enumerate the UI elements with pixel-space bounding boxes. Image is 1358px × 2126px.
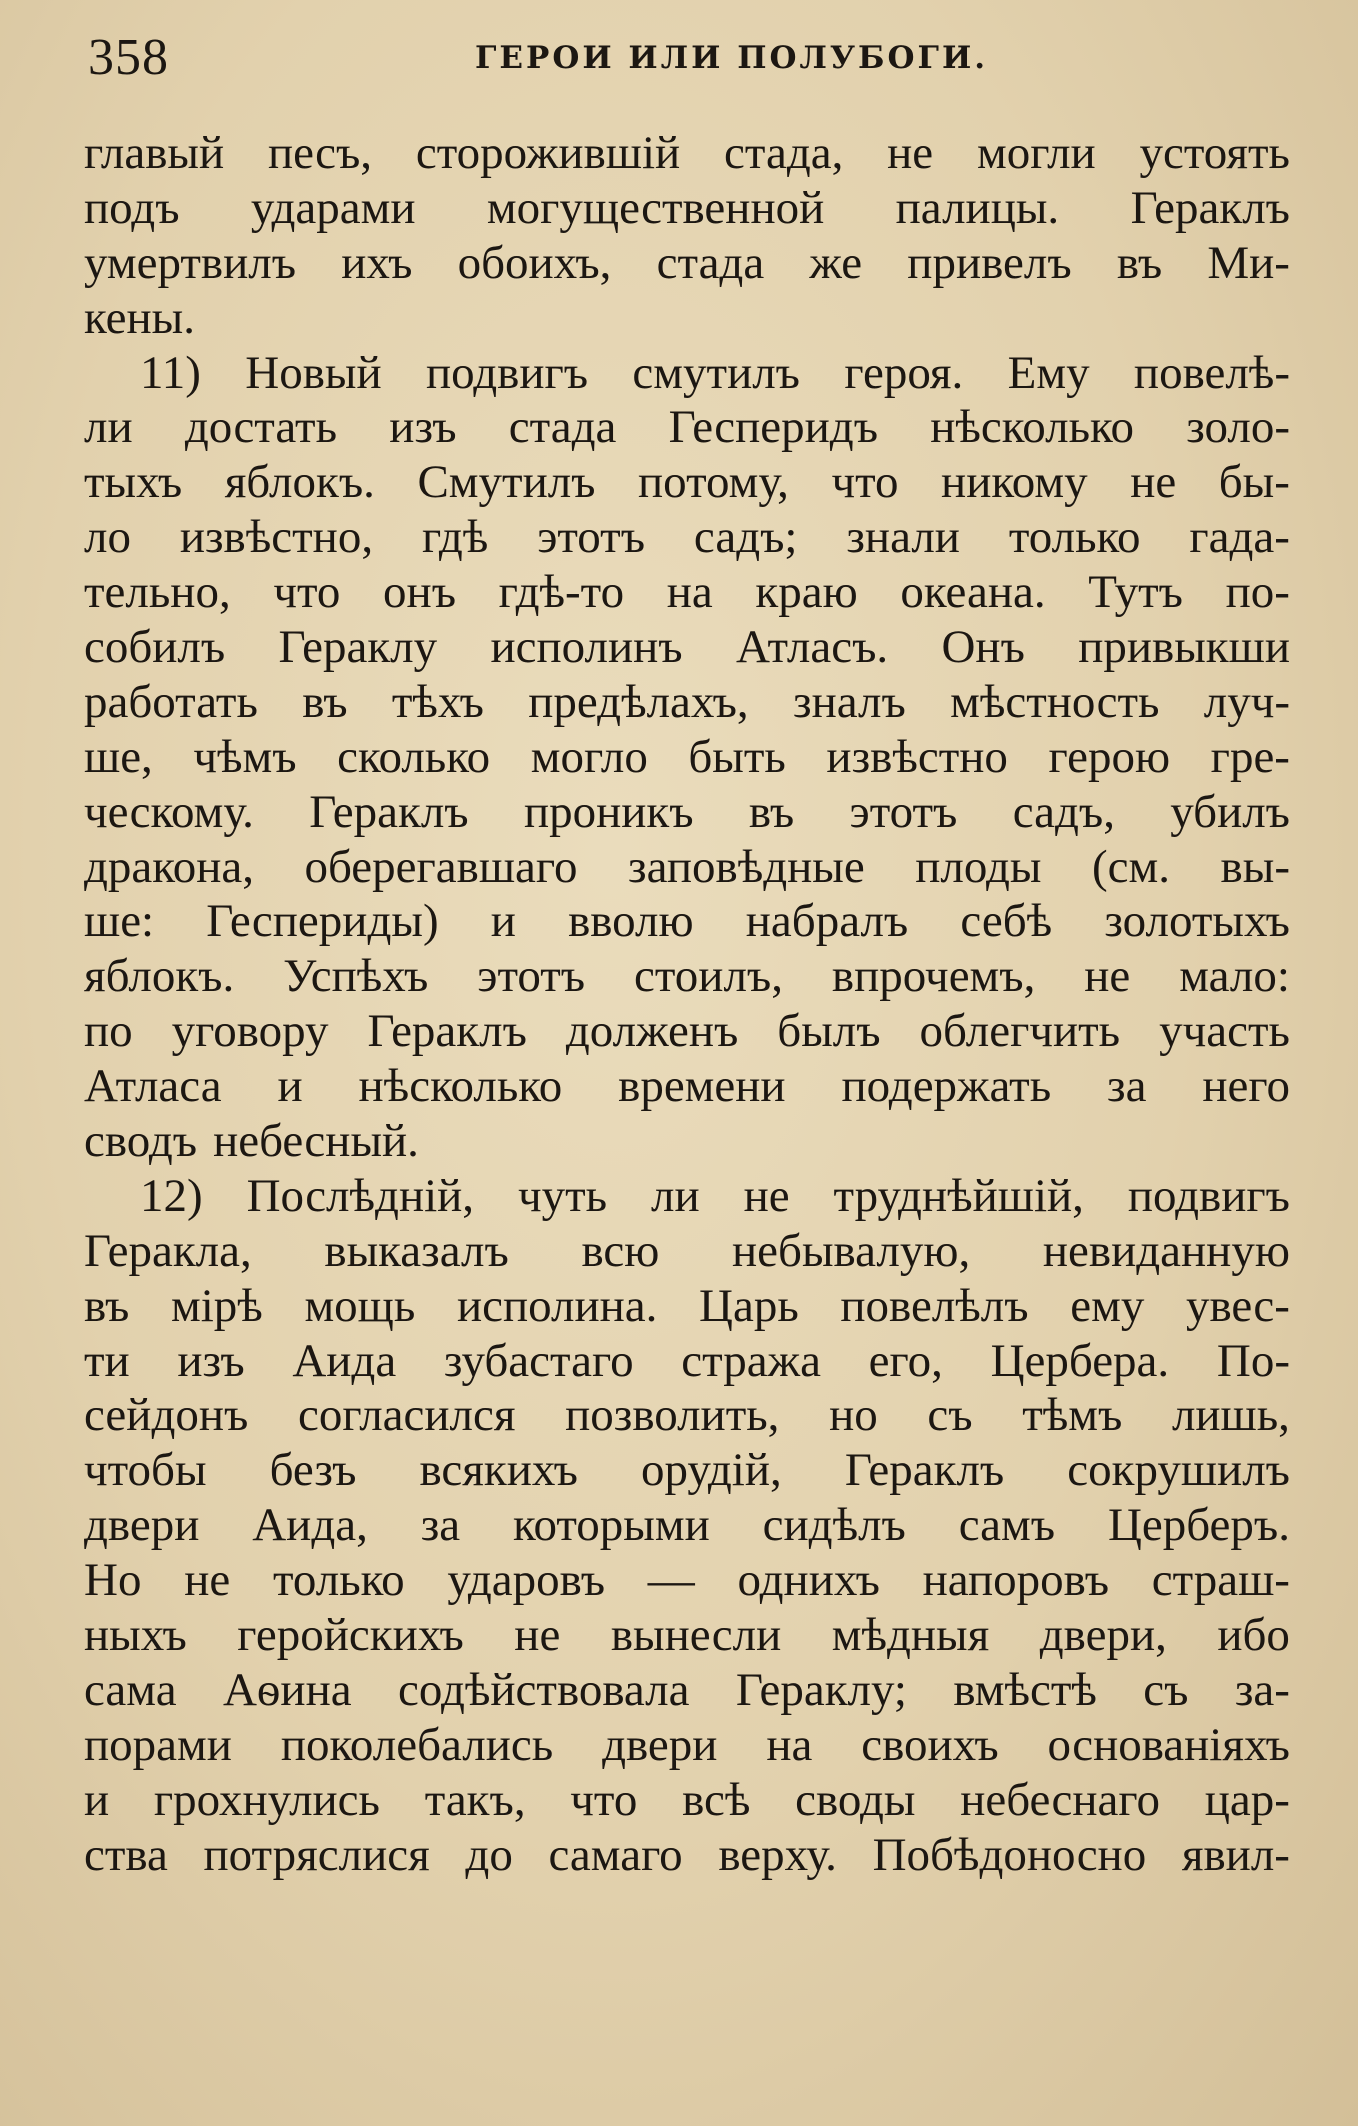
word: никому — [941, 456, 1088, 509]
word: 11) — [140, 346, 201, 399]
text-line — [84, 510, 1290, 565]
word: подвигъ — [1127, 1169, 1290, 1222]
word: двери — [602, 1718, 718, 1771]
text-line — [84, 236, 1290, 291]
word: цар- — [1204, 1773, 1290, 1826]
word: исполина. — [456, 1279, 658, 1332]
word: поколебались — [280, 1718, 554, 1771]
word: не — [743, 1169, 790, 1222]
text-line — [84, 1388, 1290, 1443]
word: собилъ — [84, 621, 226, 674]
word: верху. — [718, 1828, 837, 1881]
word: долженъ — [565, 1005, 739, 1058]
word: Успѣхъ — [283, 950, 429, 1003]
word: вынесли — [610, 1609, 782, 1662]
word: привыкши — [1078, 621, 1290, 674]
word: однихъ — [737, 1554, 880, 1607]
text-line — [84, 1059, 1290, 1114]
word: изъ — [389, 401, 457, 454]
word: Гераклу; — [735, 1663, 907, 1716]
word: океана. — [900, 566, 1046, 619]
text-line — [84, 1443, 1290, 1498]
word: тѣмъ — [1022, 1389, 1123, 1442]
word: стада — [656, 236, 765, 289]
word: Побѣдоносно — [872, 1828, 1147, 1881]
word: участь — [1159, 1005, 1290, 1058]
word: въ — [302, 675, 348, 728]
word: Атласъ. — [735, 621, 889, 674]
word: ударами — [250, 181, 416, 234]
word: Ему — [1007, 346, 1090, 399]
word: яблокъ. — [224, 456, 375, 509]
word: лишь, — [1171, 1389, 1290, 1442]
word: Гесперидъ — [668, 401, 878, 454]
word: бы- — [1218, 456, 1290, 509]
word: которыми — [513, 1499, 710, 1552]
text-line — [84, 1828, 1290, 1883]
text-line — [84, 894, 1290, 949]
word: Аида, — [252, 1499, 368, 1552]
word: заповѣдные — [628, 840, 865, 893]
word: ли — [651, 1169, 700, 1222]
word: потряслися — [203, 1828, 430, 1881]
word: Гераклъ — [309, 785, 469, 838]
word: вмѣстѣ — [953, 1663, 1097, 1716]
word: что — [831, 456, 899, 509]
text-line — [84, 455, 1290, 510]
word: выказалъ — [324, 1224, 509, 1277]
word: подержать — [841, 1060, 1052, 1113]
word: на — [666, 566, 713, 619]
word: но — [829, 1389, 878, 1442]
text-line — [84, 785, 1290, 840]
word: уговору — [171, 1005, 329, 1058]
word: Ми- — [1207, 236, 1290, 289]
running-title: ГЕРОИ ИЛИ ПОЛУБОГИ. — [475, 40, 989, 76]
word: Гераклу — [278, 621, 438, 674]
word: (см. — [1092, 840, 1171, 893]
word: убилъ — [1170, 785, 1290, 838]
word: изъ — [177, 1334, 245, 1387]
word: своихъ — [861, 1718, 999, 1771]
text-line — [84, 840, 1290, 895]
word: ства — [84, 1828, 168, 1881]
word: Но — [84, 1554, 142, 1607]
word: золо- — [1186, 401, 1290, 454]
word: быть — [688, 730, 786, 783]
word: проникъ — [523, 785, 694, 838]
word: извѣстно — [826, 730, 1008, 783]
word: труднѣйшій, — [833, 1169, 1084, 1222]
word: ему — [1070, 1279, 1145, 1332]
word: 12) — [140, 1169, 203, 1222]
word: герою — [1048, 730, 1171, 783]
word: страш- — [1151, 1554, 1290, 1607]
word: — — [647, 1554, 695, 1607]
text-line — [84, 400, 1290, 455]
word: не — [514, 1609, 561, 1662]
word: Царь — [699, 1279, 799, 1332]
text-line — [84, 1498, 1290, 1553]
word: Гераклъ — [1130, 181, 1290, 234]
text-line — [84, 126, 1290, 181]
word: знали — [846, 511, 960, 564]
word: за — [420, 1499, 461, 1552]
word: до — [465, 1828, 513, 1881]
word: зналъ — [793, 675, 906, 728]
word: достать — [184, 401, 338, 454]
word: умертвилъ — [84, 236, 297, 289]
word: По- — [1216, 1334, 1290, 1387]
word: ше: — [84, 895, 155, 948]
word: увес- — [1185, 1279, 1290, 1332]
text-line — [84, 730, 1290, 785]
word: Послѣдній, — [246, 1169, 475, 1222]
word: тельно, — [84, 566, 231, 619]
word: кены. — [84, 291, 196, 344]
word: луч- — [1203, 675, 1290, 728]
word: содѣйствовала — [397, 1663, 690, 1716]
word: былъ — [777, 1005, 881, 1058]
word: ударовъ — [447, 1554, 605, 1607]
word: Онъ — [941, 621, 1025, 674]
word: Гераклъ — [367, 1005, 527, 1058]
word: чтобы — [84, 1444, 207, 1497]
word: ли — [84, 401, 133, 454]
word: съ — [927, 1389, 973, 1442]
word: на — [766, 1718, 813, 1771]
word: потому, — [638, 456, 789, 509]
word: стоилъ, — [634, 950, 783, 1003]
word: мѣдныя — [831, 1609, 990, 1662]
word: главый — [84, 127, 225, 179]
word: подвигъ — [425, 346, 589, 399]
word: времени — [618, 1060, 786, 1113]
word: плоды — [915, 840, 1042, 893]
word: сколько — [337, 730, 491, 783]
word: Церберъ. — [1107, 1499, 1290, 1552]
page-number: 358 — [88, 29, 169, 86]
word: въ — [1116, 236, 1163, 289]
text-line — [84, 291, 1290, 346]
word: чѣмъ — [193, 730, 297, 783]
word: съ — [1143, 1663, 1189, 1716]
word: вы- — [1220, 840, 1290, 893]
word: невиданную — [1042, 1224, 1290, 1277]
text-line — [84, 1553, 1290, 1608]
text-line — [84, 1334, 1290, 1389]
word: мало: — [1179, 950, 1290, 1003]
word: двери, — [1039, 1609, 1167, 1662]
text-line — [84, 1114, 1290, 1169]
word: зубастаго — [443, 1334, 634, 1387]
word: небесный. — [213, 1115, 419, 1168]
word: ло — [84, 511, 131, 564]
word: палицы. — [895, 181, 1060, 234]
text-line — [84, 949, 1290, 1004]
word: и — [84, 1773, 110, 1826]
word: Цербера. — [990, 1334, 1170, 1387]
word: этотъ — [849, 785, 958, 838]
text-line — [84, 1718, 1290, 1773]
word: подъ — [84, 181, 180, 234]
word: порами — [84, 1718, 232, 1771]
word: основаніяхъ — [1047, 1718, 1290, 1771]
word: за — [1107, 1060, 1147, 1113]
text-line — [84, 1169, 1290, 1224]
word: грохнулись — [153, 1773, 380, 1826]
running-head — [0, 22, 1358, 92]
word: сокрушилъ — [1067, 1444, 1290, 1497]
word: только — [1008, 511, 1141, 564]
word: впрочемъ, — [831, 950, 1036, 1003]
word: повелѣ- — [1133, 346, 1290, 399]
word: позволить, — [565, 1389, 780, 1442]
text-line — [84, 1608, 1290, 1663]
word: повелѣлъ — [840, 1279, 1029, 1332]
text-line — [84, 1004, 1290, 1059]
text-line — [84, 675, 1290, 730]
word: напоровъ — [922, 1554, 1110, 1607]
word: же — [809, 236, 863, 289]
word: всѣ — [682, 1773, 751, 1826]
word: Аида — [292, 1334, 397, 1387]
word: небеснаго — [960, 1773, 1161, 1826]
text-line — [84, 346, 1290, 401]
word: самъ — [958, 1499, 1056, 1552]
word: гдѣ-то — [498, 566, 625, 619]
word: нѣсколько — [358, 1060, 563, 1113]
word: сторожившій — [415, 127, 681, 179]
word: геройскихъ — [237, 1609, 464, 1662]
word: себѣ — [960, 895, 1053, 948]
word: по- — [1225, 566, 1290, 619]
word: стада — [508, 401, 617, 454]
word: тѣхъ — [391, 675, 484, 728]
word: садъ; — [693, 511, 798, 564]
word: за- — [1234, 1663, 1290, 1716]
word: Смутилъ — [417, 456, 596, 509]
word: дракона, — [84, 840, 254, 893]
word: Гераклъ — [844, 1444, 1005, 1497]
word: что — [570, 1773, 638, 1826]
word: предѣлахъ, — [528, 675, 749, 728]
word: Аѳина — [222, 1663, 352, 1716]
word: явил- — [1181, 1828, 1290, 1881]
word: своды — [795, 1773, 916, 1826]
word: въ — [748, 785, 795, 838]
word: въ — [84, 1279, 130, 1332]
word: согласился — [297, 1389, 516, 1442]
word: устоять — [1139, 127, 1290, 179]
word: ихъ — [341, 236, 413, 289]
word: яблокъ. — [84, 950, 235, 1003]
text-line — [84, 565, 1290, 620]
word: ше, — [84, 730, 153, 783]
word: тыхъ — [84, 456, 183, 509]
word: этотъ — [477, 950, 586, 1003]
word: вволю — [568, 895, 694, 948]
word: садъ, — [1012, 785, 1115, 838]
text-line — [84, 1663, 1290, 1718]
word: могло — [530, 730, 648, 783]
word: по — [84, 1005, 133, 1058]
word: песъ, — [267, 127, 373, 179]
word: небывалую, — [732, 1224, 971, 1277]
word: не — [887, 127, 934, 179]
word: всю — [581, 1224, 660, 1277]
text-line — [84, 1224, 1290, 1279]
word: мощь — [304, 1279, 416, 1332]
word: его, — [868, 1334, 943, 1387]
word: Геракла, — [84, 1224, 252, 1277]
word: обоихъ, — [457, 236, 612, 289]
text-line — [84, 620, 1290, 675]
word: сводъ — [84, 1115, 198, 1168]
word: всякихъ — [419, 1444, 578, 1497]
word: ныхъ — [84, 1609, 187, 1662]
word: онъ — [383, 566, 457, 619]
word: Тутъ — [1088, 566, 1183, 619]
word: что — [273, 566, 341, 619]
word: двери — [84, 1499, 200, 1552]
word: краю — [755, 566, 858, 619]
text-line — [84, 1773, 1290, 1828]
word: сейдонъ — [84, 1389, 249, 1442]
word: набралъ — [745, 895, 909, 948]
word: стража — [681, 1334, 821, 1387]
word: мѣстность — [950, 675, 1160, 728]
word: сама — [84, 1663, 177, 1716]
word: орудій, — [640, 1444, 782, 1497]
word: оберегавшаго — [304, 840, 578, 893]
word: могущественной — [486, 181, 825, 234]
word: смутилъ — [632, 346, 800, 399]
word: него — [1202, 1060, 1290, 1113]
word: работать — [84, 675, 258, 728]
word: сидѣлъ — [762, 1499, 906, 1552]
word: мірѣ — [170, 1279, 263, 1332]
word: золотыхъ — [1104, 895, 1290, 948]
word: гдѣ — [421, 511, 489, 564]
word: Геспериды) — [206, 895, 439, 948]
word: Атласа — [84, 1060, 222, 1113]
text-line — [84, 181, 1290, 236]
word: извѣстно, — [179, 511, 374, 564]
word: Новый — [245, 346, 382, 399]
word: не — [1130, 456, 1177, 509]
body-text — [84, 126, 1290, 1883]
word: облегчить — [919, 1005, 1121, 1058]
word: только — [272, 1554, 405, 1607]
word: чуть — [517, 1169, 608, 1222]
word: привелъ — [907, 236, 1072, 289]
word: самаго — [548, 1828, 683, 1881]
word: этотъ — [537, 511, 646, 564]
word: безъ — [269, 1444, 357, 1497]
word: нѣсколько — [930, 401, 1134, 454]
word: и — [277, 1060, 303, 1113]
word: ти — [84, 1334, 130, 1387]
word: ибо — [1217, 1609, 1290, 1662]
word: и — [490, 895, 516, 948]
word: гре- — [1210, 730, 1290, 783]
text-line — [84, 1279, 1290, 1334]
word: не — [184, 1554, 231, 1607]
word: стада, — [723, 127, 844, 179]
word: такъ, — [424, 1773, 526, 1826]
word: героя. — [844, 346, 964, 399]
word: могли — [976, 127, 1096, 179]
word: ческому. — [84, 785, 254, 838]
word: гада- — [1189, 511, 1290, 564]
word: не — [1084, 950, 1131, 1003]
word: исполинъ — [490, 621, 683, 674]
